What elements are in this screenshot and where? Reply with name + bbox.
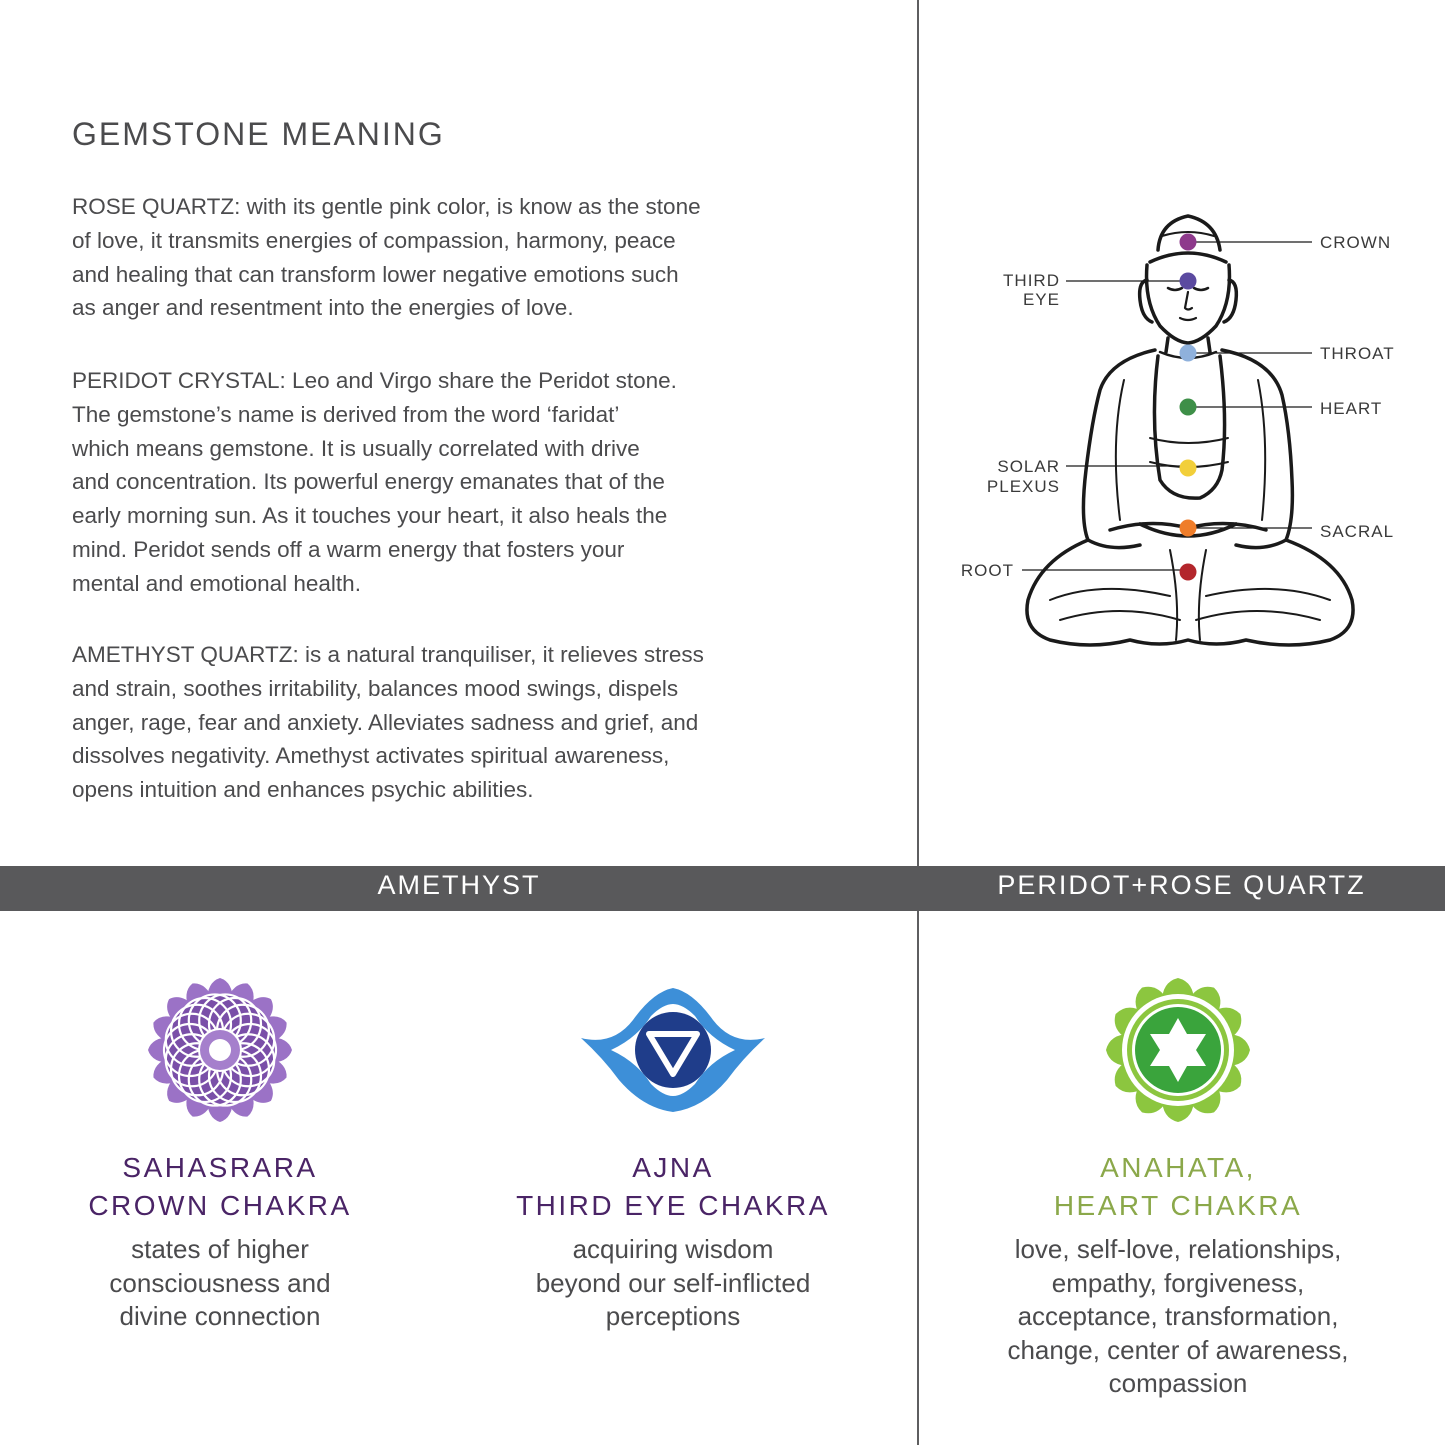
chakra-desc-third-eye: acquiring wisdom beyond our self-inflicted perceptions: [535, 1234, 811, 1331]
root-dot: [1180, 564, 1197, 581]
third-eye-chakra-icon: [578, 975, 768, 1125]
chakra-card-crown: [20, 975, 420, 1334]
chakra-desc-heart: love, self-love, relationships, empathy, forgiveness, acceptance, transformation, change, center of awareness, compassion: [1007, 1234, 1349, 1398]
rose-quartz-paragraph: ROSE QUARTZ: with its gentle pink color, is know as the stone of love, it transmits energies of compassion, harmony, peace and healing that can transform lower negative emotions such as anger and resentment into the energies of love.: [72, 194, 701, 321]
heart-dot: [1180, 399, 1197, 416]
chakra-name-crown: SAHASRARA CROWN CHAKRA: [88, 1152, 352, 1221]
band-label-peridot-rose: PERIDOT+ROSE QUARTZ: [997, 870, 1366, 900]
label-sacral: SACRAL: [1320, 522, 1395, 541]
page-title: GEMSTONE MEANING: [72, 116, 445, 152]
chakra-name-heart: ANAHATA, HEART CHAKRA: [1053, 1152, 1303, 1221]
heart-chakra-icon: [1103, 975, 1253, 1125]
chakra-name-third-eye: AJNA THIRD EYE CHAKRA: [516, 1152, 830, 1221]
chakra-desc-crown: states of higher consciousness and divine connection: [109, 1234, 331, 1331]
label-solar-1: SOLAR: [997, 457, 1060, 476]
chakra-card-heart: [963, 975, 1393, 1401]
label-crown: CROWN: [1320, 233, 1392, 252]
buddha-chakra-diagram: [930, 190, 1430, 670]
sacral-dot: [1180, 520, 1197, 537]
label-third-eye-2: EYE: [1022, 290, 1060, 309]
chakra-card-third-eye: [473, 975, 873, 1334]
crown-dot: [1180, 234, 1197, 251]
column-divider-top: [917, 0, 919, 866]
label-third-eye-1: THIRD: [1003, 271, 1060, 290]
third-eye-dot: [1180, 273, 1197, 290]
label-root: ROOT: [960, 561, 1014, 580]
band-label-amethyst: AMETHYST: [377, 870, 541, 900]
peridot-paragraph: PERIDOT CRYSTAL: Leo and Virgo share the Peridot stone. The gemstone’s name is derived from the word ‘faridat’ which means gemstone. It is usually correlated with drive and concentration. Its powerful energy emanates that of the early morning sun. As it touches your heart, it also heals the mind. Peridot sends off a warm energy that fosters your mental and emotional health.: [72, 368, 677, 596]
label-throat: THROAT: [1320, 344, 1395, 363]
crown-chakra-icon: [145, 975, 295, 1125]
throat-dot: [1180, 345, 1197, 362]
label-solar-2: PLEXUS: [986, 477, 1060, 496]
solar-plexus-dot: [1180, 460, 1197, 477]
amethyst-paragraph: AMETHYST QUARTZ: is a natural tranquiliser, it relieves stress and strain, soothes irritability, balances mood swings, dispels anger, rage, fear and anxiety. Alleviates sadness and grief, and dissolves negativity. Amethyst activates spiritual awareness, opens intuition and enhances psychic abilities.: [72, 642, 704, 803]
column-divider-bottom: [917, 911, 919, 1445]
label-heart: HEART: [1320, 399, 1383, 418]
